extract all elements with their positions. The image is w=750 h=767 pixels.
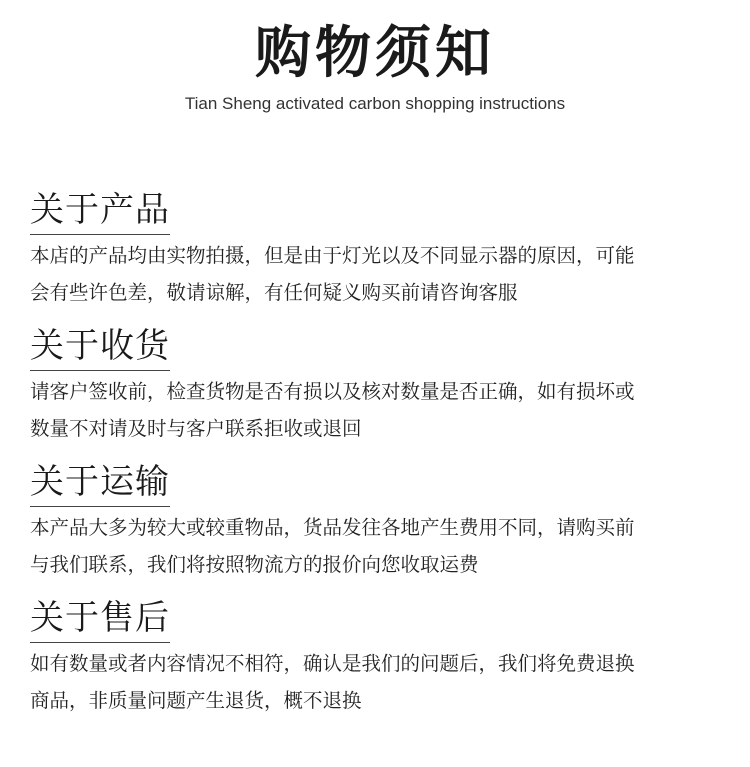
section-body-line: 本店的产品均由实物拍摄，但是由于灯光以及不同显示器的原因，可能 bbox=[30, 244, 635, 267]
page-subtitle: Tian Sheng activated carbon shopping instructions bbox=[184, 94, 566, 113]
section-body bbox=[30, 509, 730, 583]
section-body-line: 与我们联系，我们将按照物流方的报价向您收取运费 bbox=[30, 553, 479, 576]
section-about-products bbox=[30, 188, 730, 311]
section-divider bbox=[30, 642, 170, 643]
section-body bbox=[30, 373, 730, 447]
section-body-line: 会有些许色差，敬请谅解，有任何疑义购买前请咨询客服 bbox=[30, 281, 518, 304]
section-body-line: 商品，非质量问题产生退货，概不退换 bbox=[30, 689, 362, 712]
section-about-receiving bbox=[30, 324, 730, 447]
section-body bbox=[30, 237, 730, 311]
section-heading: 关于售后 bbox=[30, 598, 170, 638]
section-divider bbox=[30, 370, 170, 371]
section-heading: 关于产品 bbox=[30, 190, 170, 230]
section-body bbox=[30, 645, 730, 719]
section-about-shipping bbox=[30, 460, 730, 583]
section-body-line: 本产品大多为较大或较重物品，货品发往各地产生费用不同，请购买前 bbox=[30, 516, 635, 539]
page-title: 购物须知 bbox=[255, 21, 495, 86]
section-about-after-sales bbox=[30, 596, 730, 719]
section-body-line: 请客户签收前，检查货物是否有损以及核对数量是否正确，如有损坏或 bbox=[30, 380, 635, 403]
section-divider bbox=[30, 234, 170, 235]
section-heading: 关于收货 bbox=[30, 326, 170, 366]
section-divider bbox=[30, 506, 170, 507]
section-body-line: 如有数量或者内容情况不相符，确认是我们的问题后，我们将免费退换 bbox=[30, 652, 635, 675]
section-heading: 关于运输 bbox=[30, 462, 170, 502]
section-body-line: 数量不对请及时与客户联系拒收或退回 bbox=[30, 417, 362, 440]
